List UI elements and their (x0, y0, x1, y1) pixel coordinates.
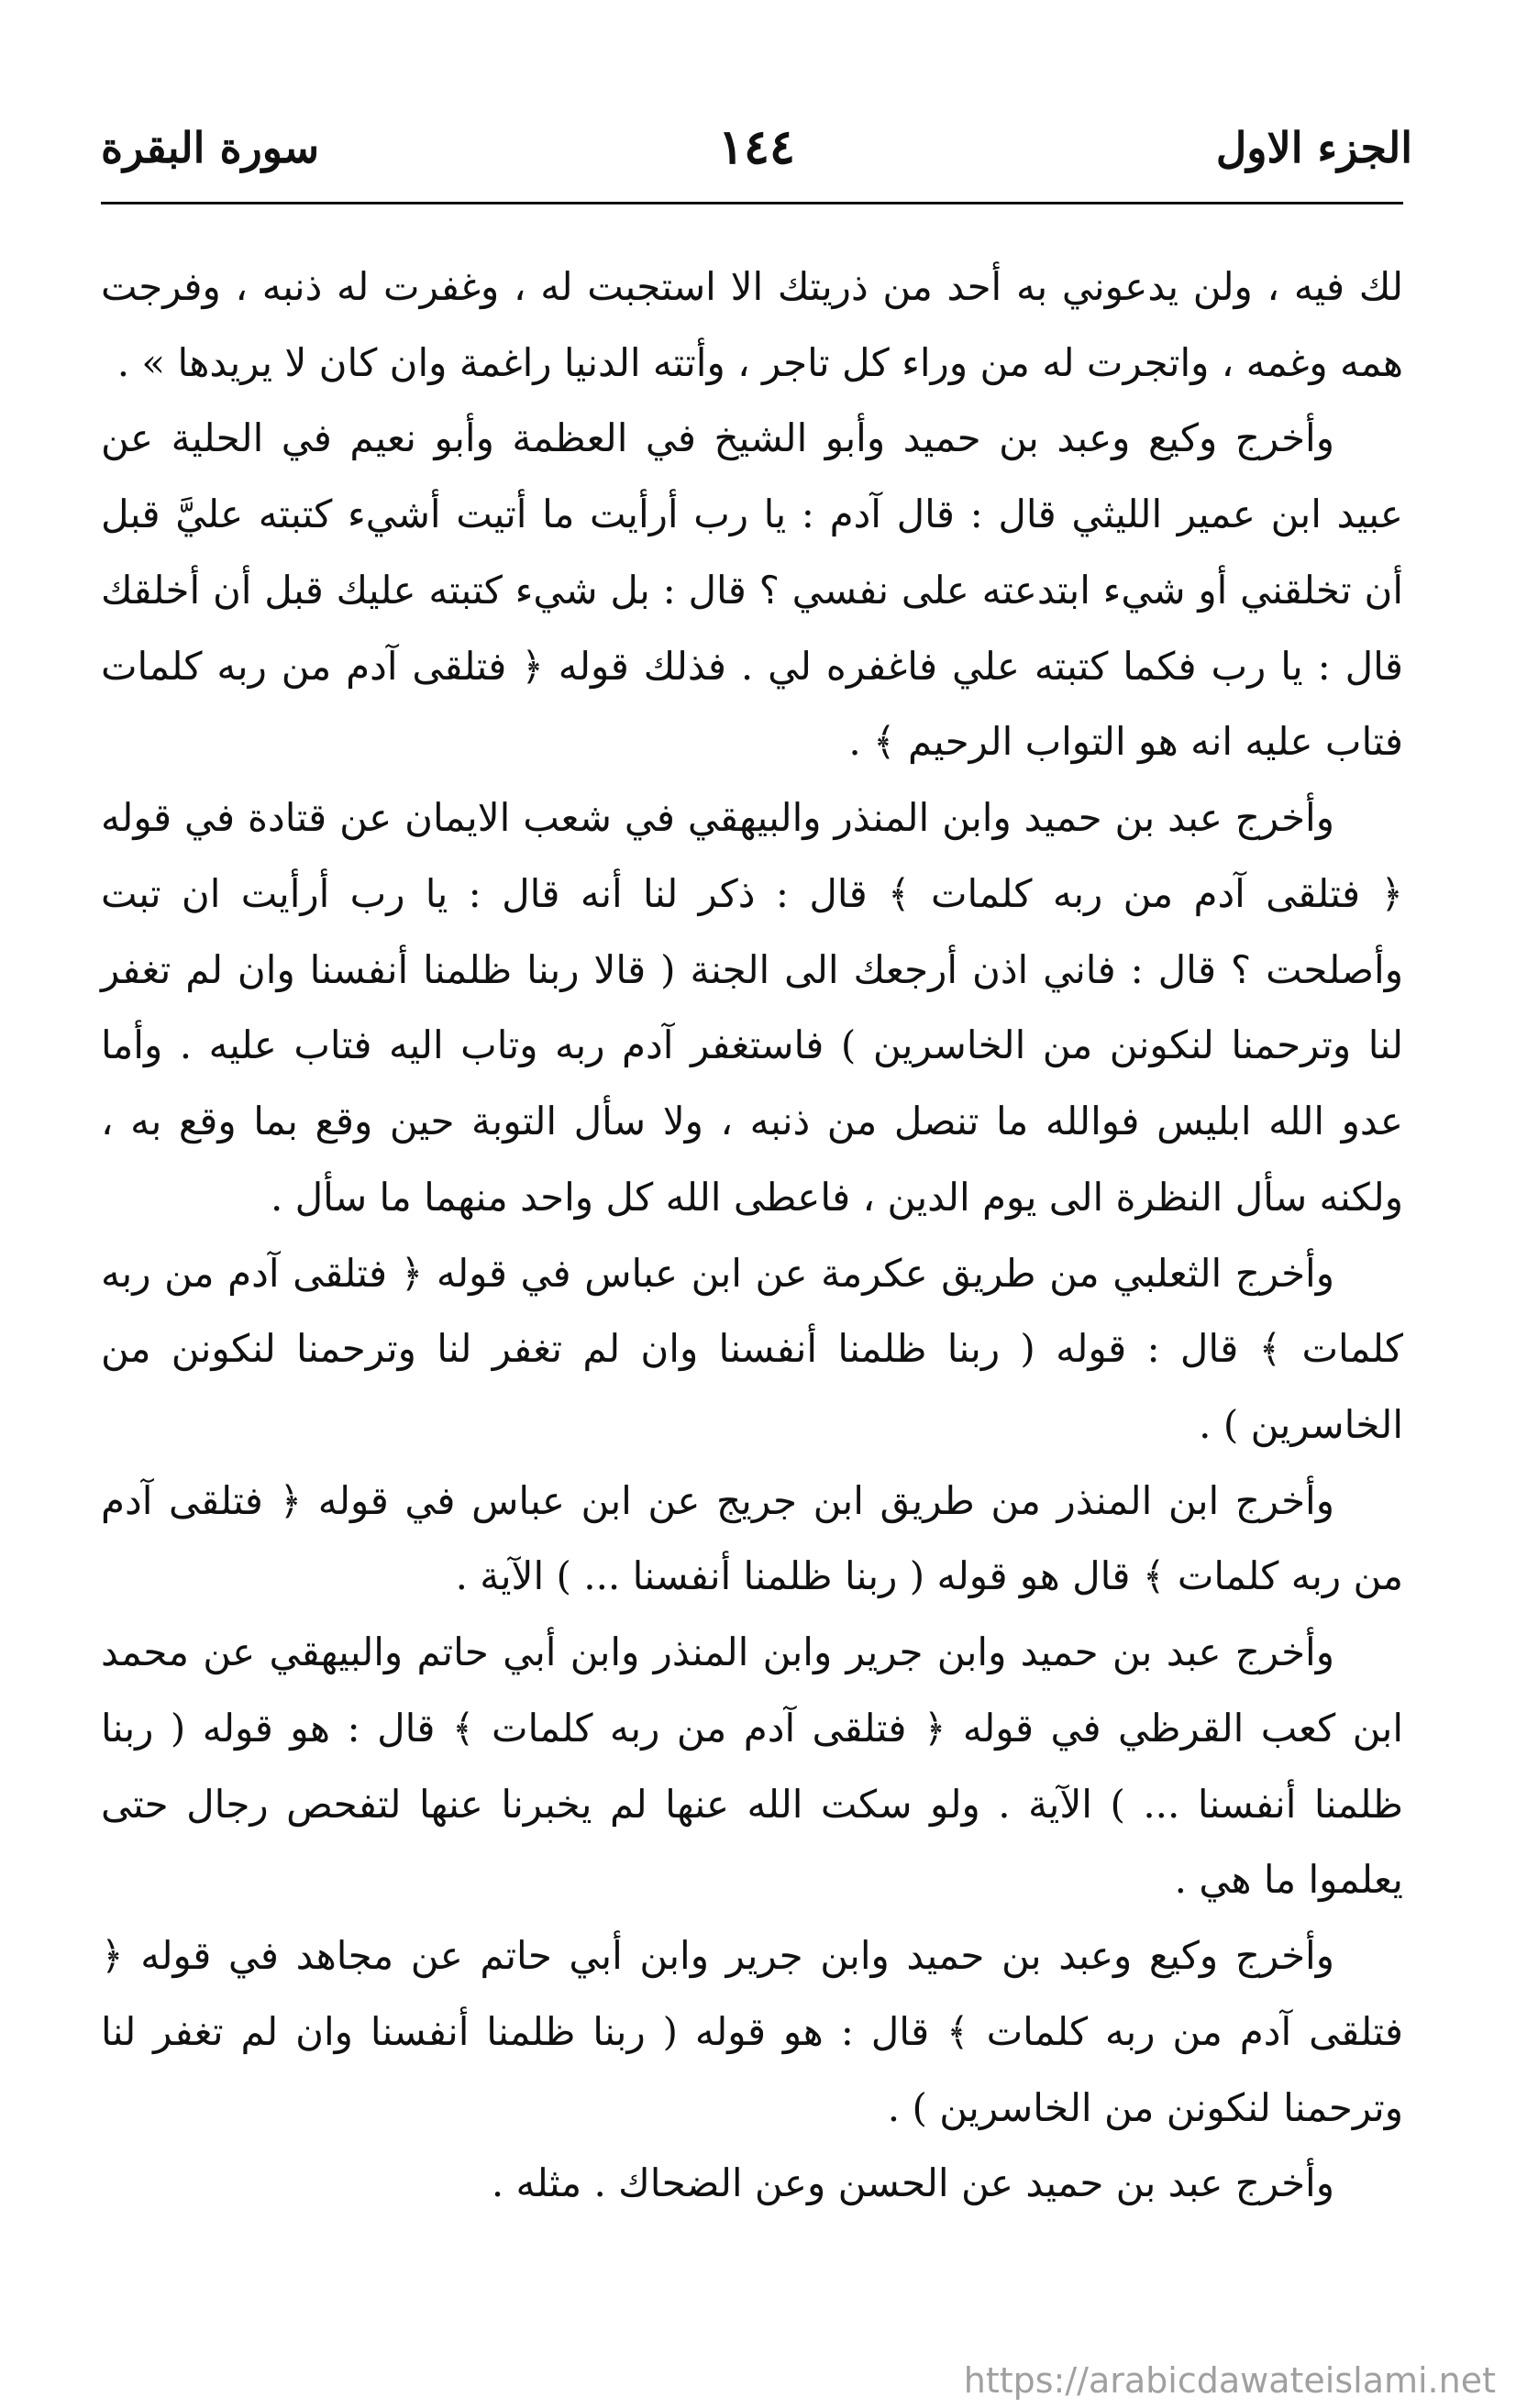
paragraph: وأخرج عبد بن حميد وابن جرير وابن المنذر وابن أبي حاتم والبيهقي عن محمد ابن كعب القرظي في قوله ﴿ فتلقى آدم من ربه كلمات ﴾ قال : هو قوله ( ربنا ظلمنا أنفسنا ... ) الآية . ولو سكت الله عنها لم يخبرنا عنها لتفحص رجال حتى يعلموا ما هي . (101, 1629, 1403, 1903)
paragraph: وأخرج عبد بن حميد وابن المنذر والبيهقي في شعب الايمان عن قتادة في قوله ﴿ فتلقى آدم من ربه كلمات ﴾ قال : ذكر لنا أنه قال : يا رب أرأيت ان تبت وأصلحت ؟ قال : فاني اذن أرجعك الى الجنة ( قالا ربنا ظلمنا أنفسنا وان لم تغفر لنا وترحمنا لنكونن من الخاسرين ) فاستغفر آدم ربه وتاب اليه فتاب عليه . وأما عدو الله ابليس فوالله ما تنصل من ذنبه ، ولا سأل التوبة حين وقع بما وقع به ، ولكنه سأل النظرة الى يوم الدين ، فاعطى الله كل واحد منهما ما سأل . (101, 795, 1403, 1220)
paragraph: وأخرج عبد بن حميد عن الحسن وعن الضحاك . مثله . (491, 2160, 1334, 2206)
paragraph: وأخرج وكيع وعبد بن حميد وابن جرير وابن أبي حاتم عن مجاهد في قوله ﴿ فتلقى آدم من ربه كلمات ﴾ قال : هو قوله ( ربنا ظلمنا أنفسنا وان لم تغفر لنا وترحمنا لنكونن من الخاسرين ) . (101, 1933, 1403, 2130)
page-header (101, 119, 1412, 193)
part-title: الجزء الاول (1215, 123, 1412, 172)
paragraph: وأخرج ابن المنذر من طريق ابن جريج عن ابن عباس في قوله ﴿ فتلقى آدم من ربه كلمات ﴾ قال هو قوله ( ربنا ظلمنا أنفسنا ... ) الآية . (101, 1477, 1403, 1599)
paragraph: وأخرج وكيع وعبد بن حميد وأبو الشيخ في العظمة وأبو نعيم في الحلية عن عبيد ابن عمير الليثي قال : قال آدم : يا رب أرأيت ما أتيت أشيء كتبته عليَّ قبل أن تخلقني أو شيء ابتدعته على نفسي ؟ قال : بل شيء كتبته عليك قبل أن أخلقك قال : يا رب فكما كتبته علي فاغفره لي . فذلك قوله ﴿ فتلقى آدم من ربه كلمات فتاب عليه انه هو التواب الرحيم ﴾ . (101, 415, 1403, 765)
surah-title: سورة البقرة (101, 123, 320, 172)
body-text (101, 249, 1403, 2222)
paragraph: لك فيه ، ولن يدعوني به أحد من ذريتك الا استجبت له ، وغفرت له ذنبه ، وفرجت همه وغمه ، واتجرت له من وراء كل تاجر ، وأتته الدنيا راغمة وان كان لا يريدها » . (101, 264, 1403, 385)
paragraph: وأخرج الثعلبي من طريق عكرمة عن ابن عباس في قوله ﴿ فتلقى آدم من ربه كلمات ﴾ قال : قوله ( ربنا ظلمنا أنفسنا وان لم تغفر لنا وترحمنا لنكونن من الخاسرين ) . (101, 1250, 1403, 1448)
header-divider (101, 202, 1403, 204)
page-number: ١٤٤ (718, 119, 795, 175)
watermark-url: https://arabicdawateislami.net (963, 2360, 1496, 2401)
